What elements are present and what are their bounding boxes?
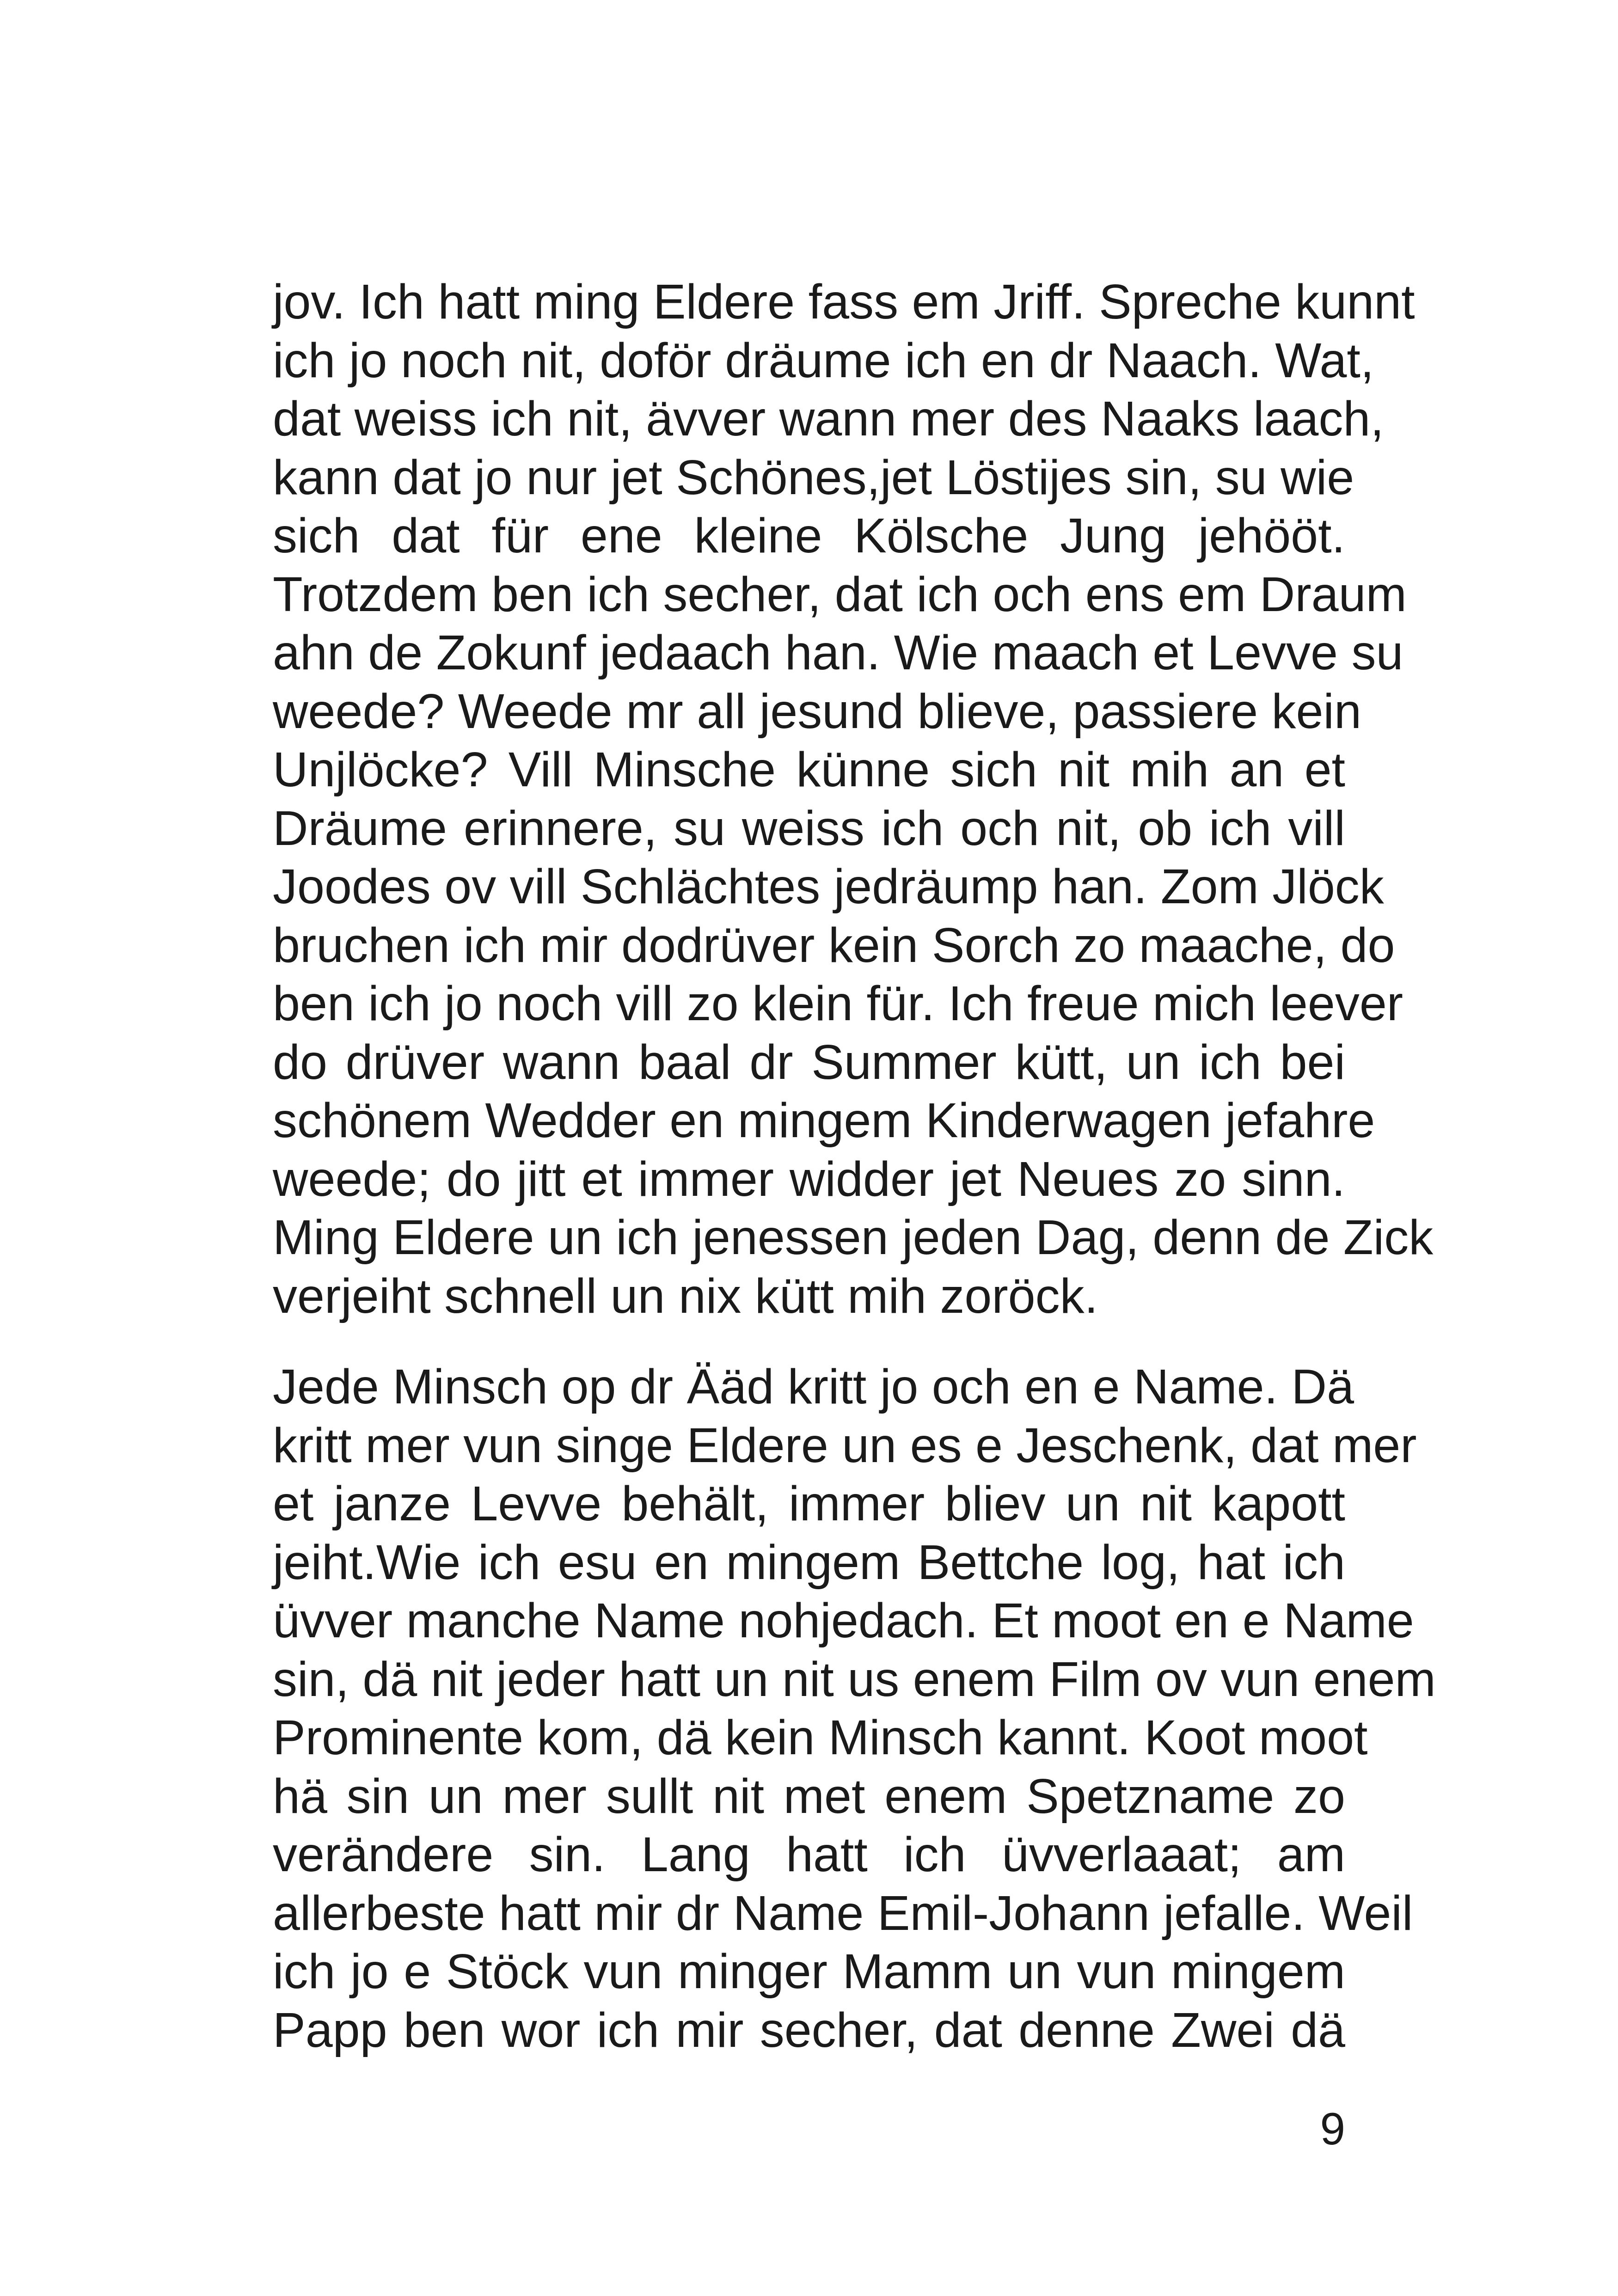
text-line: sich dat für ene kleine Kölsche Jung jehööt. bbox=[273, 508, 1345, 563]
text-line: et janze Levve behält, immer bliev un nit kapott bbox=[273, 1476, 1345, 1531]
text-line: Trotzdem ben ich secher, dat ich och ens em Draum bbox=[273, 567, 1407, 622]
text-line: sin, dä nit jeder hatt un nit us enem Film ov vun enem bbox=[273, 1652, 1436, 1707]
text-line: allerbeste hatt mir dr Name Emil-Johann jefalle. Weil bbox=[273, 1886, 1413, 1941]
body-text bbox=[273, 273, 1436, 2059]
text-line: Dräume erinnere, su weiss ich och nit, ob ich vill bbox=[273, 801, 1345, 856]
text-line: jov. Ich hatt ming Eldere fass em Jriff. Spreche kunnt bbox=[273, 275, 1415, 329]
text-line: ich jo e Stöck vun minger Mamm un vun mingem bbox=[273, 1944, 1345, 1999]
text-line: do drüver wann baal dr Summer kütt, un ich bei bbox=[273, 1035, 1345, 1090]
text-line: schönem Wedder en mingem Kinderwagen jefahre bbox=[273, 1093, 1375, 1148]
text-line: Unjlöcke? Vill Minsche künne sich nit mih an et bbox=[273, 742, 1345, 797]
paragraph-1 bbox=[273, 273, 1434, 1325]
text-line: ich jo noch nit, doför dräume ich en dr Naach. Wat, bbox=[273, 333, 1374, 388]
text-line: jeiht.Wie ich esu en mingem Bettche log, hat ich bbox=[273, 1535, 1345, 1590]
text-line: weede; do jitt et immer widder jet Neues zo sinn. bbox=[273, 1151, 1345, 1206]
text-line: Jede Minsch op dr Ääd kritt jo och en e Name. Dä bbox=[273, 1359, 1354, 1414]
text-line: weede? Weede mr all jesund blieve, passiere kein bbox=[273, 684, 1361, 739]
text-line: verändere sin. Lang hatt ich üvverlaaat; am bbox=[273, 1827, 1345, 1882]
page-number: 9 bbox=[1320, 2103, 1345, 2154]
paragraph-2 bbox=[273, 1358, 1436, 2059]
text-line: ben ich jo noch vill zo klein für. Ich freue mich leever bbox=[273, 976, 1403, 1031]
text-line: verjeiht schnell un nix kütt mih zoröck. bbox=[273, 1268, 1098, 1323]
text-line: Prominente kom, dä kein Minsch kannt. Koot moot bbox=[273, 1710, 1368, 1765]
text-line: Papp ben wor ich mir secher, dat denne Zwei dä bbox=[273, 2002, 1345, 2057]
text-line: üvver manche Name nohjedach. Et moot en e Name bbox=[273, 1593, 1414, 1648]
text-line: bruchen ich mir dodrüver kein Sorch zo maache, do bbox=[273, 918, 1395, 973]
text-line: Ming Eldere un ich jenessen jeden Dag, denn de Zick bbox=[273, 1210, 1434, 1265]
text-line: dat weiss ich nit, ävver wann mer des Naaks laach, bbox=[273, 392, 1384, 446]
text-line: kann dat jo nur jet Schönes,jet Löstijes sin, su wie bbox=[273, 450, 1354, 505]
text-line: kritt mer vun singe Eldere un es e Jeschenk, dat mer bbox=[273, 1418, 1417, 1473]
text-line: ahn de Zokunf jedaach han. Wie maach et Levve su bbox=[273, 625, 1403, 680]
text-line: Joodes ov vill Schlächtes jedräump han. Zom Jlöck bbox=[273, 859, 1384, 914]
text-line: hä sin un mer sullt nit met enem Spetzname zo bbox=[273, 1769, 1345, 1824]
